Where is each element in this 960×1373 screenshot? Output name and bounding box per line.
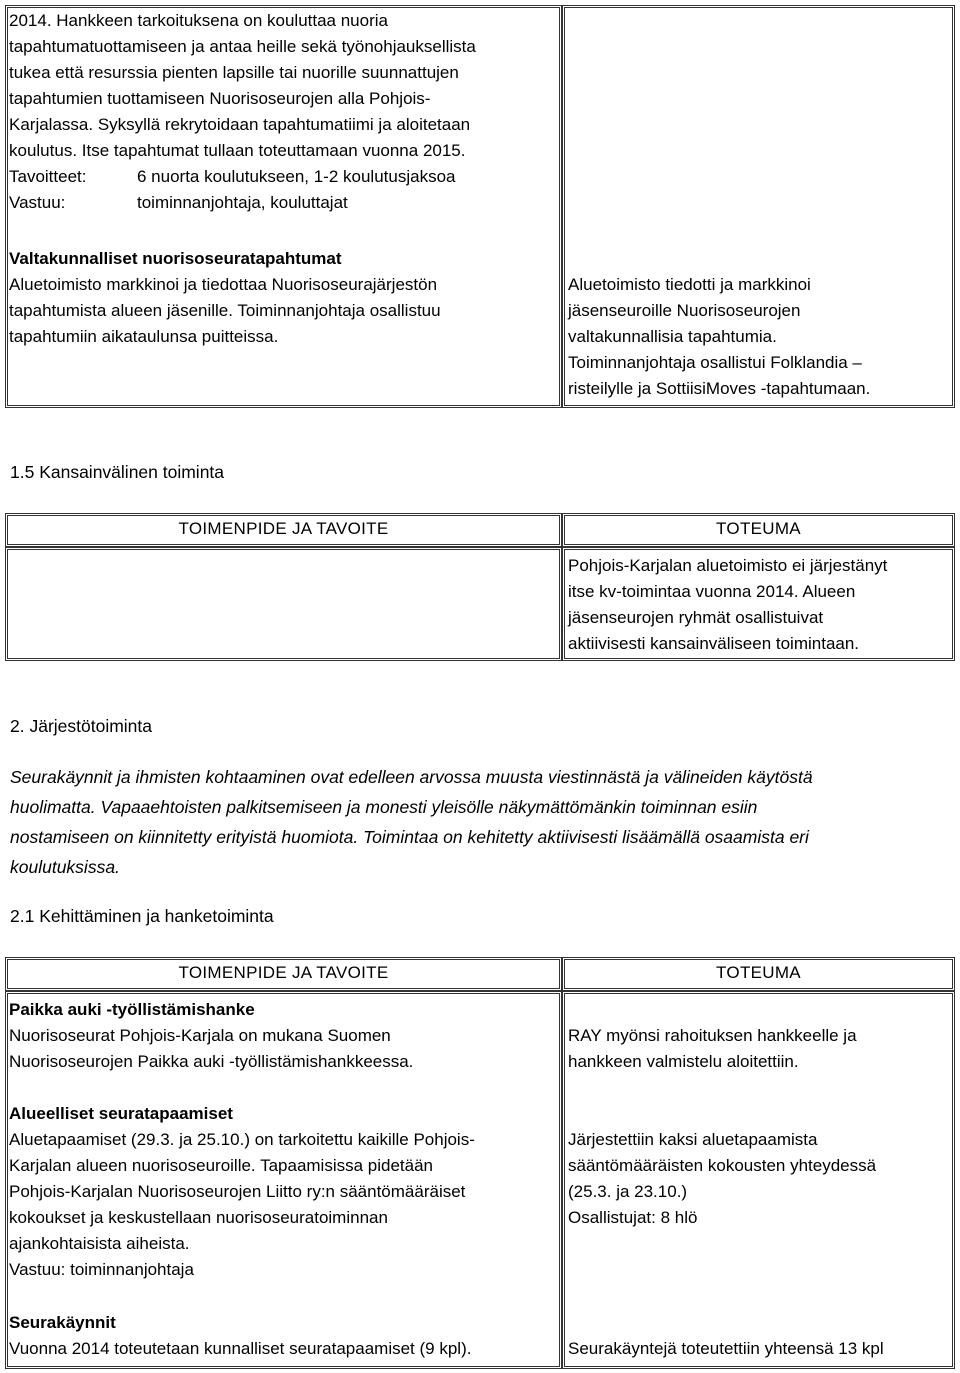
seurakaynnit-result xyxy=(568,1336,953,1362)
text-line: huolimatta. Vapaaehtoisten palkitsemiseen ja monesti yleisölle näkymättömänkin toiminnan esiin xyxy=(10,797,758,817)
text-line: valtakunnallisia tapahtumia. xyxy=(568,327,777,346)
text-line: tapahtumien tuottamiseen Nuorisoseurojen alla Pohjois- xyxy=(9,89,431,108)
paikka-auki-block xyxy=(9,997,559,1075)
paikka-auki-result xyxy=(568,1023,953,1075)
section-2-paragraph xyxy=(10,762,940,882)
text-line: jäsenseuroille Nuorisoseurojen xyxy=(568,301,801,320)
text-line: kokoukset ja keskustellaan nuorisoseuratoiminnan xyxy=(9,1208,388,1227)
text-line: tapahtumatuottamiseen ja antaa heille sekä työnohjauksellista xyxy=(9,37,476,56)
tavoitteet-value: 6 nuorta koulutukseen, 1-2 koulutusjaksoa xyxy=(137,167,456,186)
column-header-toteuma: TOTEUMA xyxy=(716,963,801,982)
alueelliset-block xyxy=(9,1101,559,1283)
text-line: Järjestettiin kaksi aluetapaamista xyxy=(568,1130,818,1149)
vastuu-value: toiminnanjohtaja, kouluttajat xyxy=(137,193,348,212)
text-line: nostamiseen on kiinnitetty erityistä huomiota. Toimintaa on kehitetty aktiivisesti lisäämällä osaamista eri xyxy=(10,827,809,847)
paikka-auki-title: Paikka auki -työllistämishanke xyxy=(9,1000,255,1019)
alueelliset-result xyxy=(568,1127,953,1231)
tavoitteet-label: Tavoitteet: xyxy=(9,167,87,186)
text-line: Aluetoimisto markkinoi ja tiedottaa Nuorisoseurajärjestön xyxy=(9,275,438,294)
table-1-5-left-cell xyxy=(5,547,562,661)
vastuu-row xyxy=(9,190,559,216)
column-header-toimenpide: TOIMENPIDE JA TAVOITE xyxy=(178,519,389,538)
column-header-toteuma: TOTEUMA xyxy=(716,519,801,538)
seurakaynnit-block xyxy=(9,1310,559,1362)
text-line: Seurakäyntejä toteutettiin yhteensä 13 kpl xyxy=(568,1339,884,1358)
column-header-toimenpide: TOIMENPIDE JA TAVOITE xyxy=(178,963,389,982)
text-line: Vastuu: toiminnanjohtaja xyxy=(9,1260,194,1279)
table1-right-text xyxy=(568,272,953,402)
text-line: aktiivisesti kansainväliseen toimintaan. xyxy=(568,634,860,653)
text-line: Nuorisoseurat Pohjois-Karjala on mukana Suomen xyxy=(9,1026,391,1045)
text-line: tapahtumiin aikataulunsa puitteissa. xyxy=(9,327,279,346)
alueelliset-title: Alueelliset seuratapaamiset xyxy=(9,1104,233,1123)
text-line: hankkeen valmistelu aloitettiin. xyxy=(568,1052,799,1071)
text-line: Nuorisoseurojen Paikka auki -työllistämishankkeessa. xyxy=(9,1052,414,1071)
table-1-5-right-text xyxy=(568,553,953,657)
text-line: Pohjois-Karjalan aluetoimisto ei järjestänyt xyxy=(568,556,888,575)
seurakaynnit-title: Seurakäynnit xyxy=(9,1313,116,1332)
section-2-heading: 2. Järjestötoiminta xyxy=(10,716,153,736)
text-line: koulutus. Itse tapahtumat tullaan toteuttamaan vuonna 2015. xyxy=(9,141,466,160)
section-1-5-heading: 1.5 Kansainvälinen toiminta xyxy=(10,462,225,482)
vastuu-label: Vastuu: xyxy=(9,193,66,212)
text-line: RAY myönsi rahoituksen hankkeelle ja xyxy=(568,1026,857,1045)
tavoitteet-row xyxy=(9,164,559,190)
text-line: Osallistujat: 8 hlö xyxy=(568,1208,698,1227)
text-line: Toiminnanjohtaja osallistui Folklandia – xyxy=(568,353,862,372)
text-line: 2014. Hankkeen tarkoituksena on kouluttaa nuoria xyxy=(9,11,388,30)
valtakunnalliset-title: Valtakunnalliset nuorisoseuratapahtumat xyxy=(9,249,342,268)
text-line: jäsenseurojen ryhmät osallistuivat xyxy=(568,608,824,627)
text-line: Karjalassa. Syksyllä rekrytoidaan tapahtumatiimi ja aloitetaan xyxy=(9,115,471,134)
table1-left-text xyxy=(9,8,559,216)
text-line: koulutuksissa. xyxy=(10,857,120,877)
text-line: Aluetoimisto tiedotti ja markkinoi xyxy=(568,275,811,294)
text-line: Pohjois-Karjalan Nuorisoseurojen Liitto ry:n sääntömääräiset xyxy=(9,1182,466,1201)
text-line: ajankohtaisista aiheista. xyxy=(9,1234,190,1253)
valtakunnalliset-block xyxy=(9,246,559,350)
text-line: Vuonna 2014 toteutetaan kunnalliset seuratapaamiset (9 kpl). xyxy=(9,1339,472,1358)
section-2-1-heading: 2.1 Kehittäminen ja hanketoiminta xyxy=(10,906,274,926)
text-line: risteilylle ja SottiisiMoves -tapahtumaan. xyxy=(568,379,871,398)
text-line: itse kv-toimintaa vuonna 2014. Alueen xyxy=(568,582,856,601)
text-line: tapahtumista alueen jäsenille. Toiminnanjohtaja osallistuu xyxy=(9,301,441,320)
text-line: (25.3. ja 23.10.) xyxy=(568,1182,688,1201)
text-line: sääntömääräisten kokousten yhteydessä xyxy=(568,1156,877,1175)
text-line: Seurakäynnit ja ihmisten kohtaaminen ovat edelleen arvossa muusta viestinnästä ja välineiden käytöstä xyxy=(10,767,813,787)
text-line: Karjalan alueen nuorisoseuroille. Tapaamisissa pidetään xyxy=(9,1156,434,1175)
text-line: tukea että resurssia pienten lapsille tai nuorille suunnattujen xyxy=(9,63,459,82)
text-line: Aluetapaamiset (29.3. ja 25.10.) on tarkoitettu kaikille Pohjois- xyxy=(9,1130,475,1149)
